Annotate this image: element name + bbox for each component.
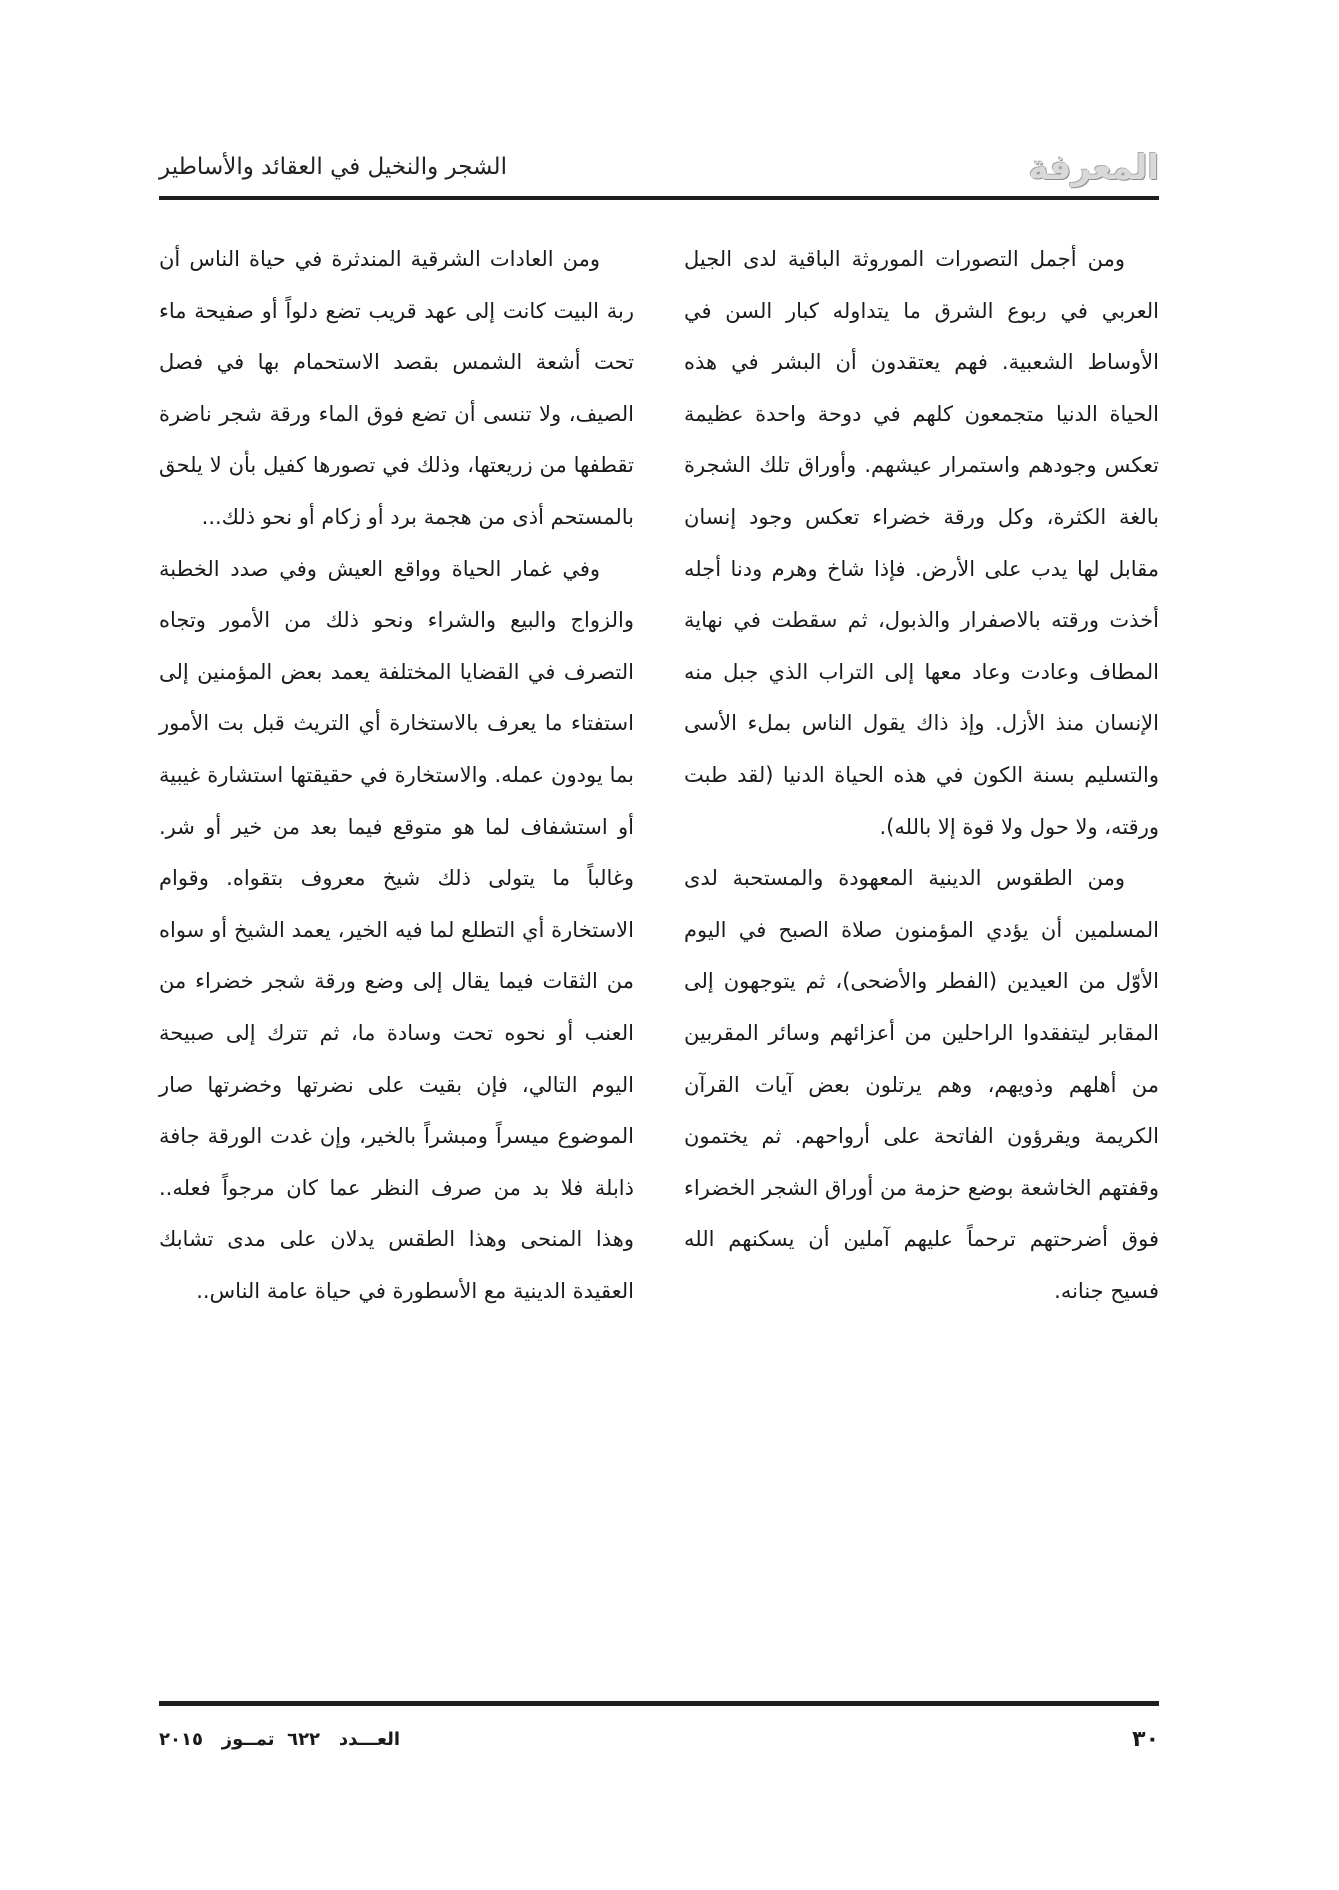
right-column	[684, 234, 1159, 1674]
paragraph: ومن أجمل التصورات الموروثة الباقية لدى الجيل العربي في ربوع الشرق ما يتداوله كبار السن في الأوساط الشعبية. فهم يعتقدون أن البشر في هذه الحياة الدنيا متجمعون كلهم في دوحة واحدة عظيمة تعكس وجودهم واستمرار عيشهم. وأوراق تلك الشجرة بالغة الكثرة، وكل ورقة خضراء تعكس وجود إنسان مقابل لها يدب على الأرض. فإذا شاخ وهرم ودنا أجله أخذت ورقته بالاصفرار والذبول، ثم سقطت في نهاية المطاف وعادت وعاد معها إلى التراب الذي جبل منه الإنسان منذ الأزل. وإذ ذاك يقول الناس بملء الأسى والتسليم بسنة الكون في هذه الحياة الدنيا (لقد طبت ورقته، ولا حول ولا قوة إلا بالله).	[684, 247, 1159, 839]
paragraph: ومن الطقوس الدينية المعهودة والمستحبة لدى المسلمين أن يؤدي المؤمنون صلاة الصبح في اليوم الأوّل من العيدين (الفطر والأضحى)، ثم يتوجهون إلى المقابر ليتفقدوا الراحلين من أعزائهم وسائر المقربين من أهلهم وذويهم، وهم يرتلون بعض آيات القرآن الكريمة ويقرؤون الفاتحة على أرواحهم. ثم يختمون وقفتهم الخاشعة بوضع حزمة من أوراق الشجر الخضراء فوق أضرحتهم ترحماً عليهم آملين أن يسكنهم الله فسيح جنانه.	[684, 866, 1159, 1303]
page-header	[159, 150, 1159, 186]
paragraph: ومن العادات الشرقية المندثرة في حياة الناس أن ربة البيت كانت إلى عهد قريب تضع دلواً أو صفيحة ماء تحت أشعة الشمس بقصد الاستحمام بها في فصل الصيف، ولا تنسى أن تضع فوق الماء ورقة شجر ناضرة تقطفها من زريعتها، وذلك في تصورها كفيل بأن لا يلحق بالمستحم أذى من هجمة برد أو زكام أو نحو ذلك...	[159, 247, 634, 529]
page-number: ٣٠	[1132, 1727, 1159, 1752]
left-column	[159, 234, 634, 1674]
header-divider	[159, 196, 1159, 200]
page-footer	[159, 1725, 1159, 1755]
issue-info: العـــدد ٦٢٢ تمــوز ٢٠١٥	[159, 1729, 401, 1750]
magazine-logo: المعرفة	[1028, 148, 1159, 188]
footer-divider	[159, 1701, 1159, 1706]
paragraph: وفي غمار الحياة وواقع العيش وفي صدد الخطبة والزواج والبيع والشراء ونحو ذلك من الأمور وتجاه التصرف في القضايا المختلفة يعمد بعض المؤمنين إلى استفتاء ما يعرف بالاستخارة أي التريث قبل بت الأمور بما يودون عمله. والاستخارة في حقيقتها استشارة غيبية أو استشفاف لما هو متوقع فيما بعد من خير أو شر. وغالباً ما يتولى ذلك شيخ معروف بتقواه. وقوام الاستخارة أي التطلع لما فيه الخير، يعمد الشيخ أو سواه من الثقات فيما يقال إلى وضع ورقة شجر خضراء من العنب أو نحوه تحت وسادة ما، ثم تترك إلى صبيحة اليوم التالي، فإن بقيت على نضرتها وخضرتها صار الموضوع ميسراً ومبشراً بالخير، وإن غدت الورقة جافة ذابلة فلا بد من صرف النظر عما كان مرجواً فعله.. وهذا المنحى وهذا الطقس يدلان على مدى تشابك العقيدة الدينية مع الأسطورة في حياة عامة الناس..	[159, 556, 634, 1303]
running-title: الشجر والنخيل في العقائد والأساطير	[159, 154, 507, 180]
